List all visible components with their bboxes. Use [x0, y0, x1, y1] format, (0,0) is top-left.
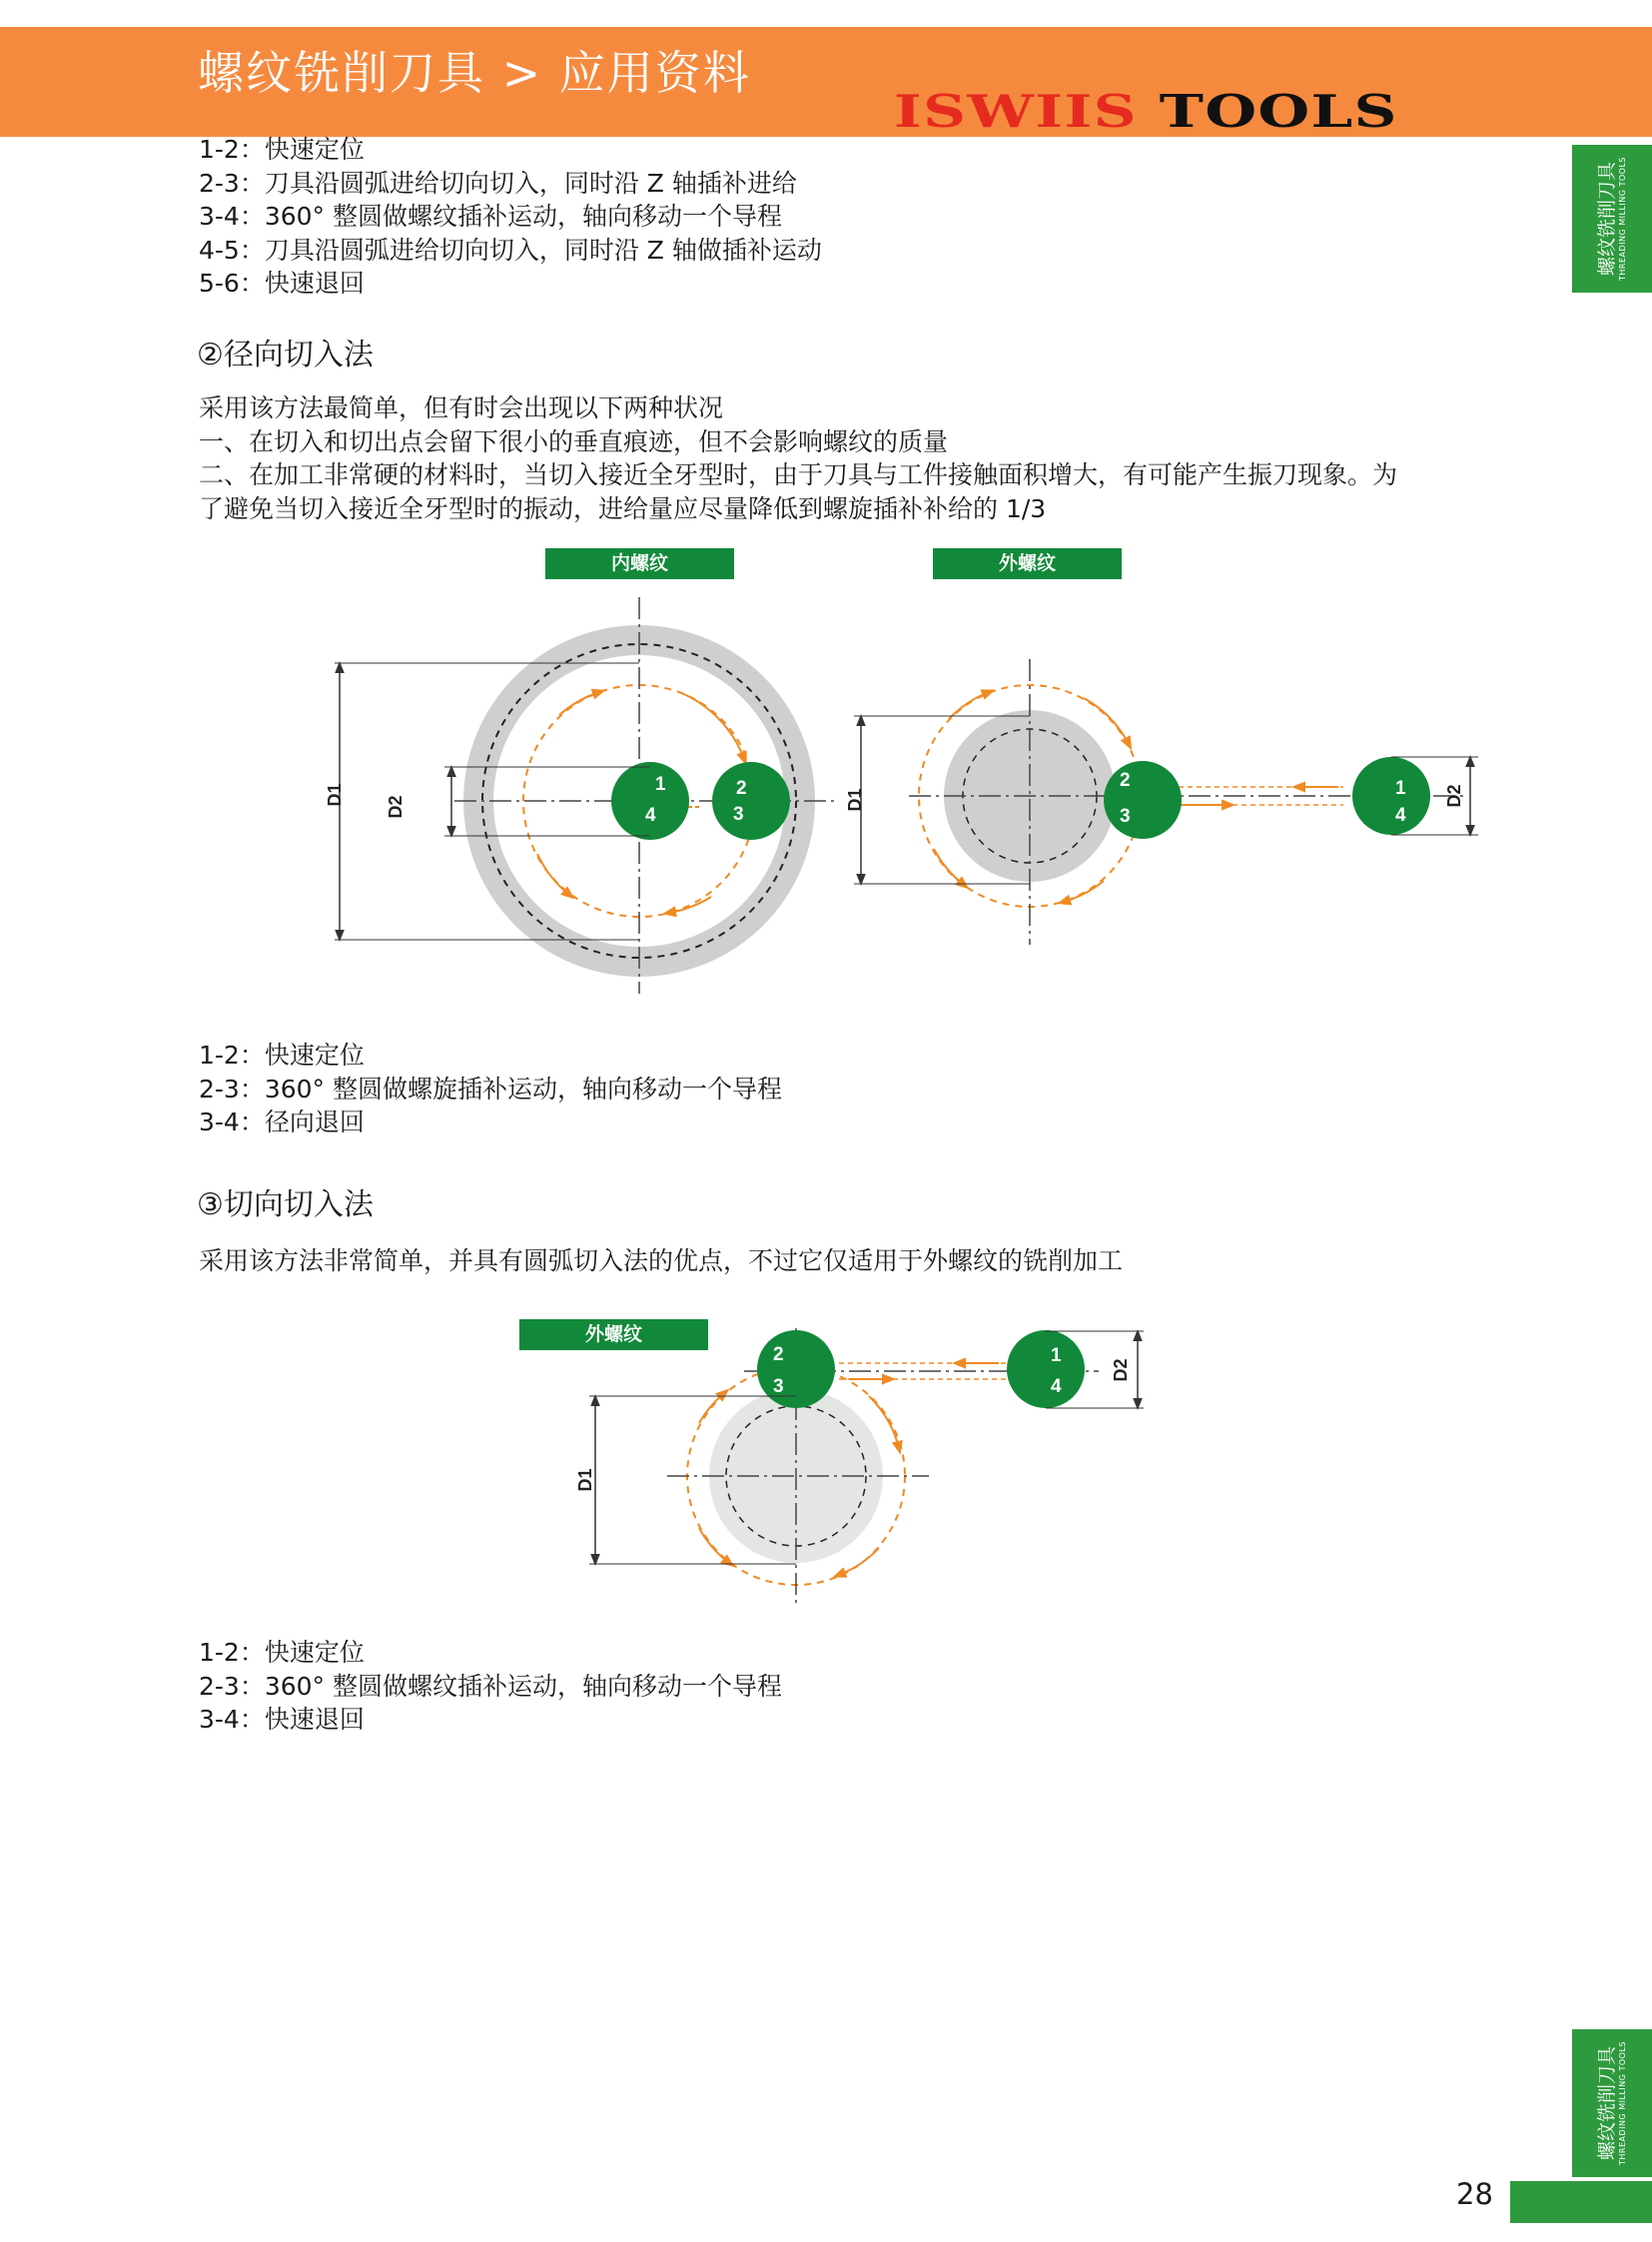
step-line: 3-4：径向退回 — [199, 1108, 365, 1136]
step-number: 4 — [1051, 1376, 1062, 1397]
external-thread-label: 外螺纹 — [519, 1319, 708, 1350]
step-number: 1 — [1051, 1345, 1062, 1366]
side-tab-subtitle: THREADING MILLING TOOLS — [1618, 156, 1627, 282]
step-line: 5-6：快速退回 — [199, 269, 365, 298]
paragraph-line: 采用该方法最简单，但有时会出现以下两种状况 — [199, 393, 724, 422]
side-tab-title: 螺纹铣削刀具 — [1596, 2045, 1618, 2161]
step-line: 1-2：快速定位 — [199, 1638, 365, 1667]
step-line: 2-3：360° 整圆做螺旋插补运动，轴向移动一个导程 — [199, 1074, 782, 1104]
dim-label-d1: D1 — [845, 788, 865, 812]
step-number: 4 — [1395, 805, 1406, 826]
tool-position-start — [611, 762, 689, 840]
step-number: 2 — [773, 1344, 784, 1365]
step-number: 1 — [1395, 778, 1406, 799]
dim-label-d2: D2 — [386, 795, 406, 819]
paragraph-line: 二、在加工非常硬的材料时，当切入接近全牙型时，由于刀具与工件接触面积增大，有可能产生振刀现象。为 — [199, 460, 1398, 489]
section2-heading: ②径向切入法 — [197, 338, 374, 373]
dim-label-d2: D2 — [1111, 1358, 1131, 1382]
side-tab-subtitle: THREADING MILLING TOOLS — [1618, 2040, 1627, 2166]
step-line: 2-3：360° 整圆做螺纹插补运动，轴向移动一个导程 — [199, 1671, 782, 1701]
section3-steps — [199, 1636, 782, 1737]
step-line: 4-5：刀具沿圆弧进给切向切入，同时沿 Z 轴做插补运动 — [199, 235, 822, 265]
page-number: 28 — [1456, 2177, 1493, 2211]
dim-label-d2: D2 — [1444, 784, 1464, 808]
tool-position-engaged — [712, 762, 790, 840]
dim-label-d1: D1 — [325, 783, 345, 807]
path-arrow — [934, 849, 964, 885]
external-thread-label: 外螺纹 — [933, 548, 1122, 579]
step-number: 3 — [773, 1376, 784, 1397]
step-number: 3 — [1120, 806, 1131, 827]
paragraph-line: 了避免当切入接近全牙型时的振动，进给量应尽量降低到螺旋插补补给的 1/3 — [199, 493, 1047, 523]
step-number: 3 — [733, 804, 744, 825]
brand-name-black: TOOLS — [1159, 85, 1398, 138]
internal-thread-label: 内螺纹 — [545, 548, 734, 579]
paragraph-line: 采用该方法非常简单，并具有圆弧切入法的优点，不过它仅适用于外螺纹的铣削加工 — [199, 1246, 1124, 1275]
header-title: 螺纹铣削刀具 > 应用资料 — [198, 46, 751, 100]
side-tab-title: 螺纹铣削刀具 — [1596, 161, 1618, 277]
step-line: 3-4：快速退回 — [199, 1705, 365, 1734]
step-number: 2 — [1120, 770, 1131, 791]
dim-label-d1: D1 — [575, 1468, 595, 1492]
section3-paragraph — [199, 1244, 1123, 1278]
tool-position-engaged — [1104, 761, 1182, 839]
footer-bar — [1510, 2181, 1652, 2223]
step-number: 1 — [655, 774, 666, 795]
path-arrow — [699, 1393, 724, 1423]
internal-thread-diagram — [325, 597, 834, 994]
step-line: 1-2：快速定位 — [199, 135, 365, 164]
step-number: 4 — [645, 805, 656, 826]
tool-position-start — [1007, 1330, 1085, 1408]
tangential-entry-diagram — [575, 1328, 1144, 1603]
section3-heading: ③切向切入法 — [197, 1187, 374, 1222]
step-line: 1-2：快速定位 — [199, 1041, 365, 1070]
external-thread-diagram — [845, 659, 1478, 945]
paragraph-line: 一、在切入和切出点会留下很小的垂直痕迹，但不会影响螺纹的质量 — [199, 426, 949, 456]
step-number: 2 — [736, 778, 747, 799]
tool-position-start — [1352, 757, 1430, 835]
brand-name-red: ISWIIS — [894, 85, 1138, 138]
step-line: 3-4：360° 整圆做螺纹插补运动，轴向移动一个导程 — [199, 202, 782, 231]
section2-steps — [199, 1039, 782, 1139]
step-line: 2-3：刀具沿圆弧进给切向切入，同时沿 Z 轴插补进给 — [199, 168, 797, 198]
